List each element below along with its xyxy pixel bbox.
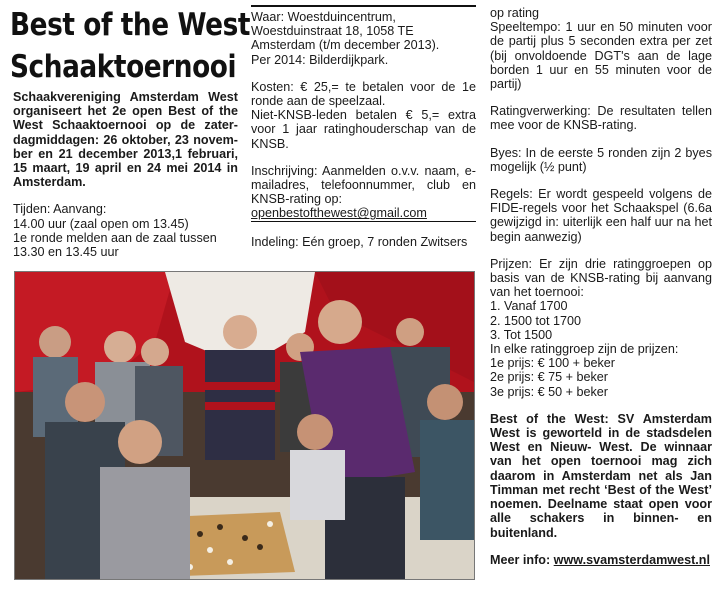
cost-line-2: Niet-KNSB-leden betalen € 5,= extra voor 1 jaar ratinghouderschap van de KNSB. [251,108,476,151]
division-text: Indeling: Eén groep, 7 ronden Zwitsers [251,234,468,249]
prize-1: 1e prijs: € 100 + beker [490,356,615,371]
where-line-3: Amsterdam (t/m december 2013). [251,38,440,53]
article-title [10,4,251,88]
tempo-text: Speeltempo: 1 uur en 50 minuten voor de partij plus 5 seconden extra per zet (bij onvoldoende DGT's aan de lage borden 1 uur en 55 minuten voor de partij) [490,20,712,92]
more-info [490,553,712,567]
rating-continuation: op rating [490,6,540,20]
email-link[interactable]: openbestofthewest@gmail.com [251,206,427,221]
best-of-the-west-paragraph: Best of the West: SV Amsterdam West is geworteld in de stadsdelen West en Nieuw- West. De winnaar van het open toernooi mag zich daarom in Amsterdam net als Jan Timman met recht ‘Best of the West’ noemen. Deelname staat open voor alle schakers in binnen- en buitenland. [490,411,712,540]
byes-text: Byes: In de eerste 5 ronden zijn 2 byes mogelijk (½ punt) [490,145,712,174]
column-right [490,6,712,567]
where-line-1: Waar: Woestduincentrum, [251,10,396,24]
prizes-intro: Prijzen: Er zijn drie ratinggroepen op basis van de KNSB-rating bij aanvang van het toernooi: [490,256,712,300]
more-info-label: Meer info: [490,552,554,567]
prizes-heading: In elke ratinggroep zijn de prijzen: [490,342,679,357]
tournament-photo [14,271,475,580]
rating-processing-text: Ratingverwerking: De resultaten tellen mee voor de KNSB-rating. [490,104,712,133]
prize-3: 3e prijs: € 50 + beker [490,384,608,399]
cost-line-1: Kosten: € 25,= te betalen voor de 1e ronde aan de speelzaal. [251,79,476,109]
prize-2: 2e prijs: € 75 + beker [490,370,608,385]
column-middle [251,5,476,249]
rating-group-1: 1. Vanaf 1700 [490,299,568,314]
times-start: 14.00 uur (zaal open om 13.45) [13,216,189,231]
registration-text: Inschrijving: Aanmelden o.v.v. naam, e-mailadres, telefoonnummer, club en KNSB-rating op: [251,163,476,207]
website-link[interactable]: www.svamsterdamwest.nl [553,552,710,567]
rules-text: Regels: Er wordt gespeeld volgens de FIDE-regels voor het Schaakspel (6.6a gewijzigd in: uiterlijk een half uur na het begin aanwezig) [490,187,712,244]
where-line-4: Per 2014: Bilderdijkpark. [251,52,389,67]
where-line-2: Woestduinstraat 18, 1058 TE [251,24,414,39]
times-register: 1e ronde melden aan de zaal tussen 13.30 en 13.45 uur [13,230,217,260]
tournament-photo-illustration [15,272,474,579]
column-left [13,90,238,259]
rating-group-3: 3. Tot 1500 [490,327,553,342]
rating-group-2: 2. 1500 tot 1700 [490,313,582,328]
times-heading: Tijden: Aanvang: [13,202,107,217]
intro-paragraph: Schaakvereniging Amsterdam West organiseert het 2e open Best of the West Schaaktoernooi op de zater-dagmiddagen: 26 oktober, 23 novem-ber en 21 december 2013,1 februari, 15 maart, 19 april en 24 mei 2014 in Amsterdam. [13,90,238,190]
title-line-1: Best of the West [10,7,251,43]
title-line-2: Schaaktoernooi [10,49,237,85]
